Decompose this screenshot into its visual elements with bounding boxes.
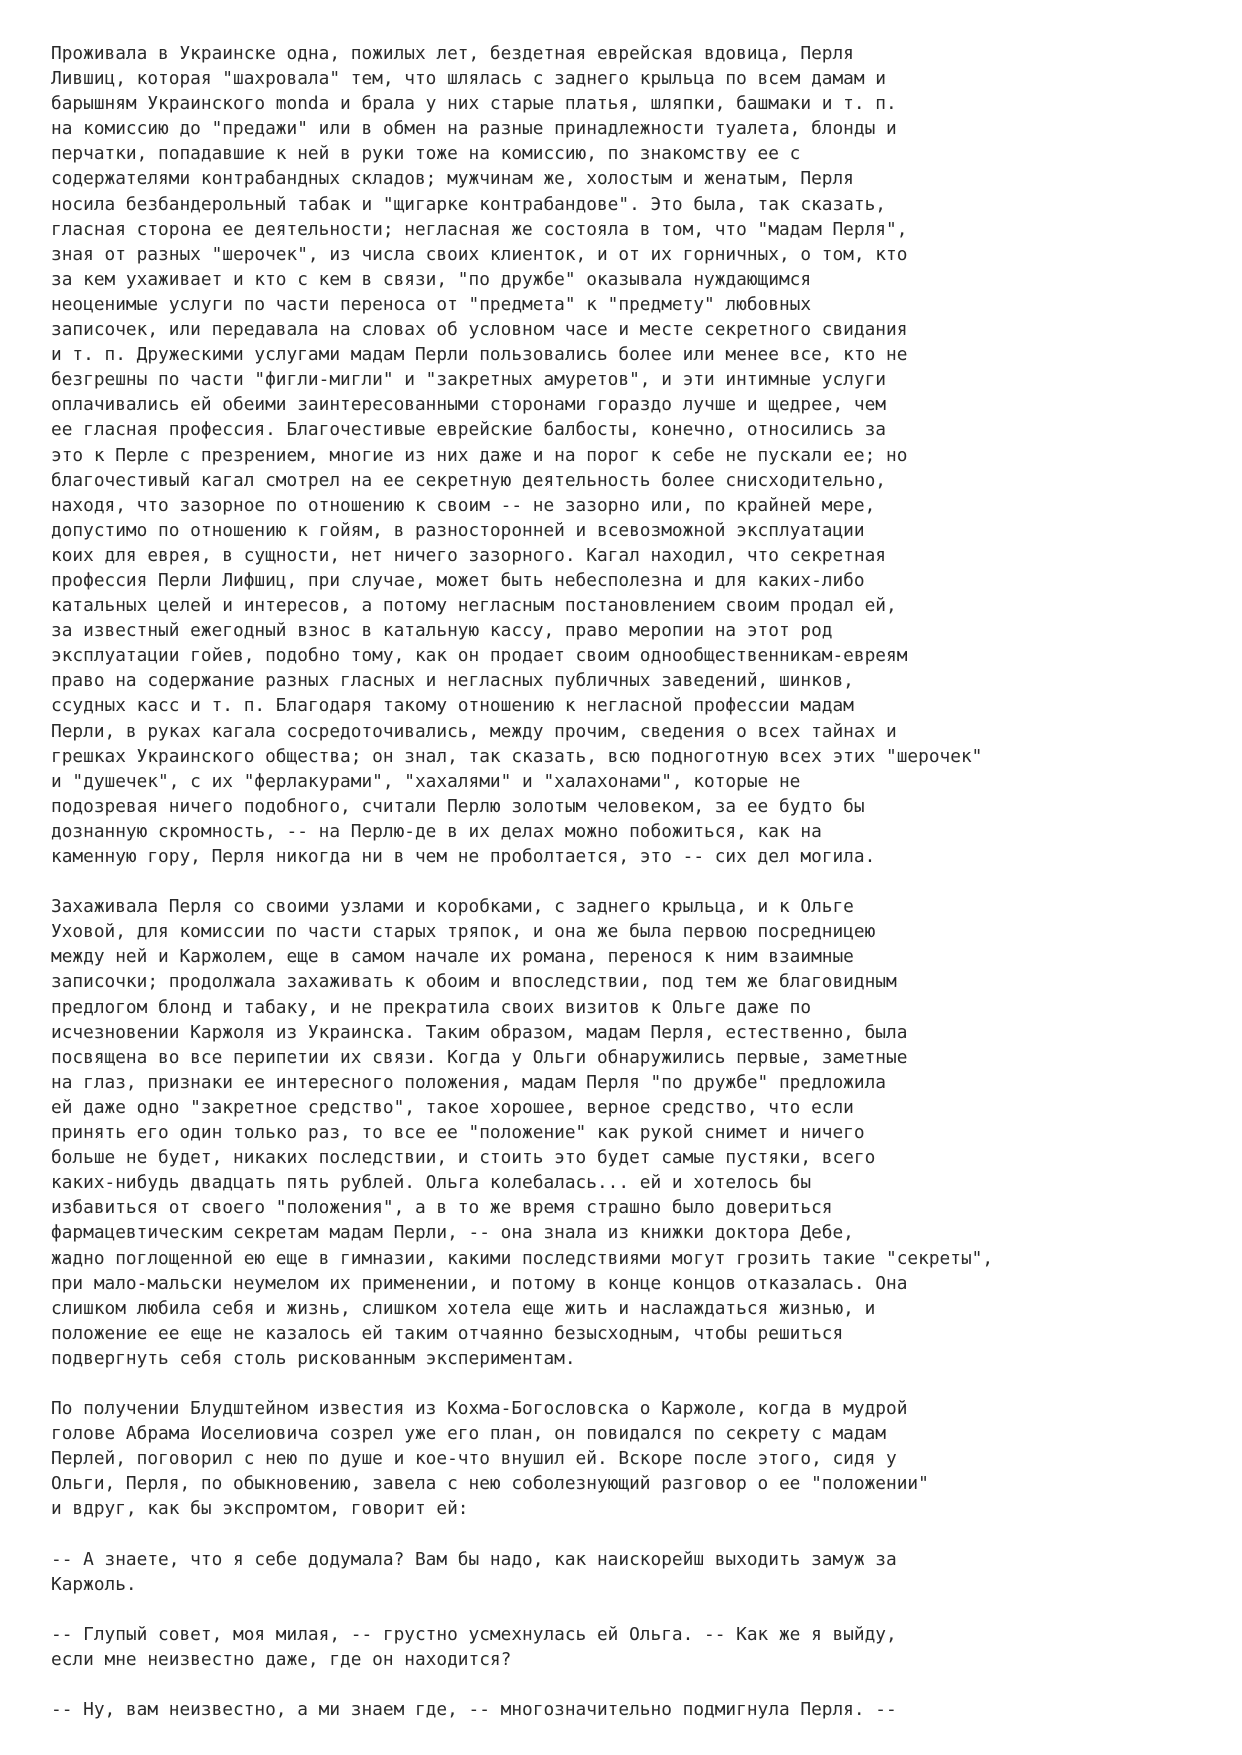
text-line: Перли, в руках кагала сосредоточивались, между прочим, сведения о всех тайнах и: [51, 720, 897, 742]
text-line: исчезновении Каржоля из Украинска. Таким образом, мадам Перля, естественно, была: [51, 1021, 908, 1043]
text-line: неоценимые услуги по части переноса от "предмета" к "предмету" любовных: [51, 293, 812, 315]
text-line: Каржоль.: [51, 1573, 137, 1595]
paragraph: [51, 41, 1221, 869]
text-line: между ней и Каржолем, еще в самом начале их романа, перенося к ним взаимные: [51, 946, 854, 968]
paragraph: [51, 1697, 1221, 1722]
text-line: дознанную скромность, -- на Перлю-де в их делах можно побожиться, как на: [51, 820, 822, 842]
text-line: положение ее еще не казалось ей таким отчаянно безысходным, чтобы решиться: [51, 1322, 844, 1344]
text-line: слишком любила себя и жизнь, слишком хотела еще жить и наслаждаться жизнью, и: [51, 1297, 876, 1319]
text-line: -- Ну, вам неизвестно, а ми знаем где, -- многозначительно подмигнула Перля. --: [51, 1699, 897, 1721]
text-line: -- Глупый совет, моя милая, -- грустно усмехнулась ей Ольга. -- Как же я выйду,: [51, 1623, 897, 1645]
text-line: ей даже одно "закретное средство", такое хорошее, верное средство, что если: [51, 1096, 854, 1118]
text-line: каких-нибудь двадцать пять рублей. Ольга колебалась... ей и хотелось бы: [51, 1172, 812, 1194]
paragraph: [51, 1396, 1221, 1521]
text-line: ссудных касс и т. п. Благодаря такому отношению к негласной профессии мадам: [51, 695, 854, 717]
text-line: и т. п. Дружескими услугами мадам Перли пользовались более или менее все, кто не: [51, 344, 908, 366]
text-line: Уховой, для комиссии по части старых тряпок, и она же была первою посредницею: [51, 921, 876, 943]
text-line: Проживала в Украинске одна, пожилых лет, бездетная еврейская вдовица, Перля: [51, 43, 854, 64]
text-line: перчатки, попадавшие к ней в руки тоже на комиссию, по знакомству ее с: [51, 143, 801, 165]
text-line: подозревая ничего подобного, считали Перлю золотым человеком, за ее будто бы: [51, 795, 865, 817]
text-line: ее гласная профессия. Благочестивые еврейские балбосты, конечно, относились за: [51, 419, 887, 441]
paragraph-gap: [51, 1672, 1221, 1697]
paragraph: [51, 1622, 1221, 1672]
text-line: По получении Блудштейном известия из Кохма-Богословска о Каржоле, когда в мудрой: [51, 1398, 908, 1420]
paragraph-gap: [51, 1522, 1221, 1547]
text-line: профессия Перли Лифшиц, при случае, может быть небесполезна и для каких-либо: [51, 569, 865, 591]
text-line: посвящена во все перипетии их связи. Когда у Ольги обнаружились первые, заметные: [51, 1046, 908, 1068]
text-line: если мне неизвестно даже, где он находится?: [51, 1649, 512, 1670]
paragraph: [51, 1547, 1221, 1597]
text-line: допустимо по отношению к гойям, в разносторонней и всевозможной эксплуатации: [51, 519, 865, 541]
text-line: право на содержание разных гласных и негласных публичных заведений, шинков,: [51, 670, 854, 692]
text-line: эксплуатации гойев, подобно тому, как он продает своим однообщественникам-евреям: [51, 645, 908, 667]
text-line: записочки; продолжала захаживать к обоим и впоследствии, под тем же благовидным: [51, 971, 897, 993]
text-line: жадно поглощенной ею еще в гимназии, какими последствиями могут грозить такие "секреты",: [51, 1247, 994, 1269]
text-line: грешках Украинского общества; он знал, так сказать, всю подноготную всех этих "шерочек": [51, 745, 983, 767]
text-line: это к Перле с презрением, многие из них даже и на порог к себе не пускали ее; но: [51, 444, 908, 466]
text-line: и вдруг, как бы экспромтом, говорит ей:: [51, 1498, 469, 1520]
paragraph-gap: [51, 1371, 1221, 1396]
text-line: гласная сторона ее деятельности; негласная же состояла в том, что "мадам Перля",: [51, 218, 908, 240]
text-line: записочек, или передавала на словах об условном часе и месте секретного свидания: [51, 319, 908, 341]
text-line: голове Абрама Иоселиовича созрел уже его план, он повидался по секрету с мадам: [51, 1423, 887, 1445]
text-line: оплачивались ей обеими заинтересованными сторонами гораздо лучше и щедрее, чем: [51, 394, 887, 416]
text-line: за кем ухаживает и кто с кем в связи, "по дружбе" оказывала нуждающимся: [51, 268, 812, 290]
text-line: на комиссию до "предажи" или в обмен на разные принадлежности туалета, блонды и: [51, 118, 897, 140]
text-line: содержателями контрабандных складов; мужчинам же, холостым и женатым, Перля: [51, 168, 854, 190]
text-line: на глаз, признаки ее интересного положения, мадам Перля "по дружбе" предложила: [51, 1071, 887, 1093]
document-body: [51, 41, 1221, 1722]
text-line: избавиться от своего "положения", а в то же время страшно было довериться: [51, 1197, 833, 1219]
text-line: подвергнуть себя столь рискованным экспериментам.: [51, 1347, 576, 1369]
text-line: Лившиц, которая "шахровала" тем, что шлялась с заднего крыльца по всем дамам и: [51, 68, 887, 90]
text-line: больше не будет, никаких последствии, и стоить это будет самые пустяки, всего: [51, 1147, 876, 1169]
text-line: принять его один только раз, то все ее "положение" как рукой снимет и ничего: [51, 1122, 865, 1144]
text-line: каменную гору, Перля никогда ни в чем не проболтается, это -- сих дел могила.: [51, 846, 876, 867]
text-line: -- А знаете, что я себе додумала? Вам бы надо, как наискорейш выходить замуж за: [51, 1548, 897, 1570]
paragraph-gap: [51, 1597, 1221, 1622]
paragraph: [51, 894, 1221, 1371]
text-line: Ольги, Перля, по обыкновению, завела с нею соболезнующий разговор о ее "положении": [51, 1473, 929, 1495]
text-line: при мало-мальски неумелом их применении, и потому в конце концов отказалась. Она: [51, 1272, 908, 1294]
text-line: находя, что зазорное по отношению к своим -- не зазорно или, по крайней мере,: [51, 494, 876, 516]
text-line: безгрешны по части "фигли-мигли" и "закретных амуретов", и эти интимные услуги: [51, 369, 887, 391]
text-line: барышням Украинского monda и брала у них старые платья, шляпки, башмаки и т. п.: [51, 93, 897, 115]
text-line: благочестивый кагал смотрел на ее секретную деятельность более снисходительно,: [51, 469, 887, 491]
text-line: за известный ежегодный взнос в катальную кассу, право меропии на этот род: [51, 620, 833, 642]
text-line: предлогом блонд и табаку, и не прекратила своих визитов к Ольге даже по: [51, 996, 812, 1018]
paragraph-gap: [51, 869, 1221, 894]
text-line: зная от разных "шерочек", из числа своих клиенток, и от их горничных, о том, кто: [51, 243, 908, 265]
text-line: и "душечек", с их "ферлакурами", "хахалями" и "халахонами", которые не: [51, 770, 801, 792]
text-line: носила безбандерольный табак и "щигарке контрабандове". Это была, так сказать,: [51, 193, 887, 215]
text-line: Захаживала Перля со своими узлами и коробками, с заднего крыльца, и к Ольге: [51, 896, 854, 918]
text-line: катальных целей и интересов, а потому негласным постановлением своим продал ей,: [51, 595, 897, 617]
text-line: Перлей, поговорил с нею по душе и кое-что внушил ей. Вскоре после этого, сидя у: [51, 1448, 897, 1470]
text-line: коих для еврея, в сущности, нет ничего зазорного. Кагал находил, что секретная: [51, 544, 887, 566]
text-line: фармацевтическим секретам мадам Перли, -- она знала из книжки доктора Дебе,: [51, 1222, 854, 1244]
